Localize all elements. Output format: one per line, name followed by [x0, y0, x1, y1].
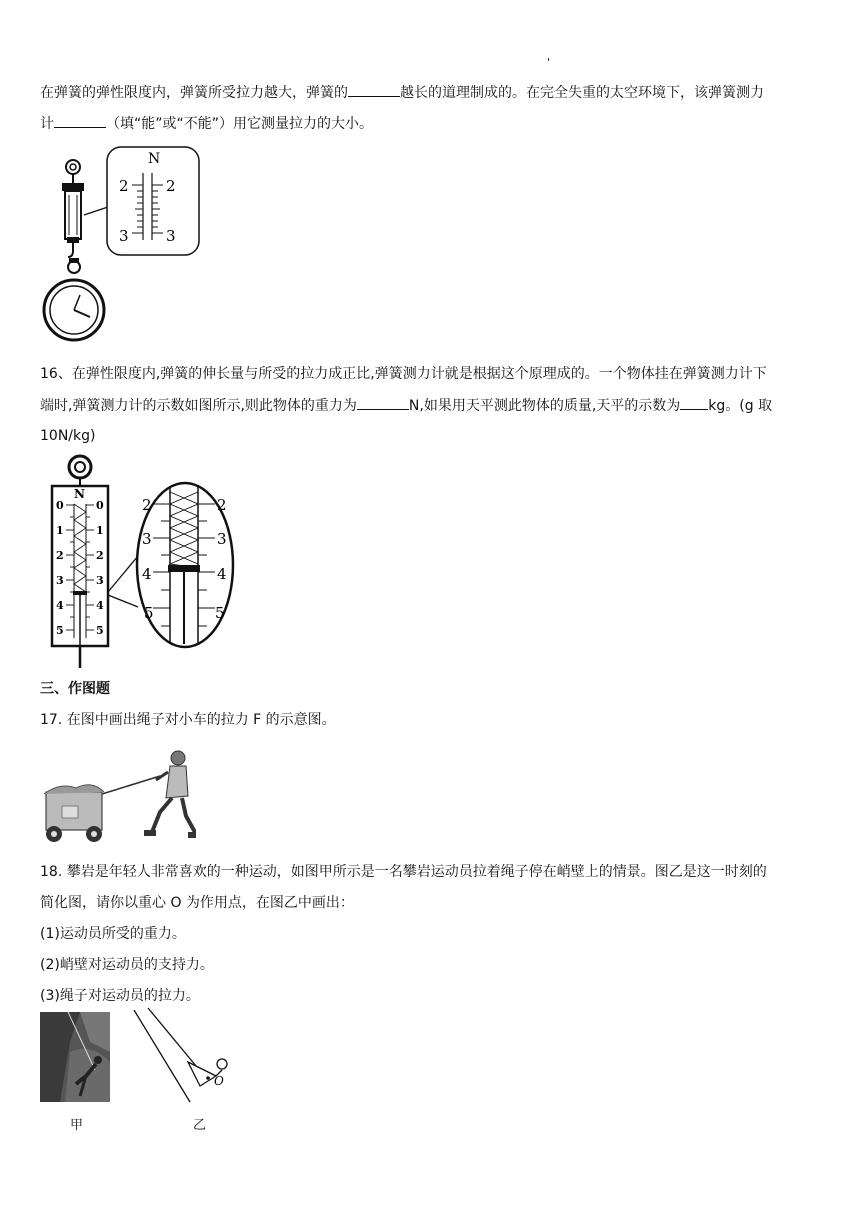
q16-spring-scale-figure — [40, 452, 240, 672]
q17-line — [40, 710, 336, 730]
q16-zoom-left-4: 4 — [142, 565, 152, 583]
q16-blank-mass[interactable] — [680, 395, 708, 410]
q15-text-1b: 越长的道理制成的。在完全失重的太空环境下，该弹簧测力 — [400, 85, 764, 101]
q16-zoom-right-4: 4 — [217, 565, 227, 583]
q16-scale-right-2: 2 — [96, 549, 104, 562]
q15-text-2a: 计 — [40, 116, 54, 132]
q18-item-2 — [40, 955, 214, 975]
q18-line-1 — [40, 862, 767, 882]
q16-scale-right-4: 4 — [96, 599, 104, 612]
q17-cart-figure — [40, 748, 196, 848]
q16-zoom-left-3: 3 — [142, 530, 152, 548]
q16-scale-left-0: 0 — [56, 499, 64, 512]
q16-line-1 — [40, 364, 767, 384]
q15-fig-tick-right-3: 3 — [166, 227, 176, 245]
q18-point-o-label: O — [214, 1074, 224, 1088]
q18-item-1 — [40, 924, 186, 944]
q15-fig-tick-left-3: 3 — [119, 227, 129, 245]
q15-fig-tick-right-2: 2 — [166, 177, 176, 195]
q15-text-1a: 在弹簧的弹性限度内，弹簧所受拉力越大，弹簧的 — [40, 85, 348, 101]
q16-zoom-right-2: 2 — [217, 496, 227, 514]
q16-line-2 — [40, 395, 772, 416]
q15-text-2b: （填“能”或“不能”）用它测量拉力的大小。 — [106, 116, 374, 132]
q18-item-3-text: (3)绳子对运动员的拉力。 — [40, 988, 200, 1004]
q15-spring-scale-figure — [40, 145, 205, 350]
q18-item-3 — [40, 986, 200, 1006]
q15-fig-unit: N — [148, 151, 161, 167]
q18-item-2-text: (2)峭壁对运动员的支持力。 — [40, 957, 214, 973]
q18-text-2: 简化图，请你以重心 O 为作用点，在图乙中画出： — [40, 895, 354, 911]
section-3-heading — [40, 679, 110, 699]
q16-fig-unit: N — [74, 487, 85, 501]
section-3-title: 三、作图题 — [40, 681, 110, 697]
top-mark: ' — [547, 56, 551, 69]
q16-zoom-left-5: 5 — [144, 604, 154, 622]
q16-scale-left-2: 2 — [56, 549, 64, 562]
q16-scale-right-1: 1 — [96, 524, 104, 537]
q16-text-2a: 端时,弹簧测力计的示数如图所示,则此物体的重力为 — [40, 398, 357, 414]
q16-zoom-right-3: 3 — [217, 530, 227, 548]
q16-text-3: 10N/kg) — [40, 428, 96, 444]
q15-line-1 — [40, 82, 764, 103]
q16-scale-right-0: 0 — [96, 499, 104, 512]
q16-text-2b: N,如果用天平测此物体的质量,天平的示数为 — [408, 398, 681, 414]
q18-text-1: 18. 攀岩是年轻人非常喜欢的一种运动，如图甲所示是一名攀岩运动员拉着绳子停在峭壁上的情景。图乙是这一时刻的 — [40, 864, 767, 880]
q18-item-1-text: (1)运动员所受的重力。 — [40, 926, 186, 942]
q16-scale-left-4: 4 — [56, 599, 64, 612]
q15-fig-tick-left-2: 2 — [119, 177, 129, 195]
q16-scale-right-3: 3 — [96, 574, 104, 587]
q17-text: 17. 在图中画出绳子对小车的拉力 F 的示意图。 — [40, 712, 336, 728]
q15-line-2 — [40, 113, 373, 134]
q16-line-3 — [40, 426, 95, 446]
q16-scale-left-1: 1 — [56, 524, 64, 537]
q18-climber-photo — [40, 1012, 110, 1102]
q16-scale-left-3: 3 — [56, 574, 64, 587]
q18-caption-right: 乙 — [193, 1118, 207, 1133]
q18-line-2 — [40, 893, 354, 913]
q16-zoom-left-2: 2 — [142, 496, 152, 514]
q16-zoom-right-5: 5 — [215, 604, 225, 622]
q16-blank-weight[interactable] — [357, 395, 409, 410]
q15-blank-1[interactable] — [348, 82, 400, 97]
q16-scale-left-5: 5 — [56, 624, 64, 637]
q18-simplified-diagram — [128, 1006, 240, 1106]
q16-scale-right-5: 5 — [96, 624, 104, 637]
q16-text-1: 16、在弹性限度内,弹簧的伸长量与所受的拉力成正比,弹簧测力计就是根据这个原理成的。一个物体挂在弹簧测力计下 — [40, 366, 767, 382]
q16-text-2c: kg。(g 取 — [708, 398, 773, 414]
q18-caption-left: 甲 — [70, 1118, 84, 1133]
q15-blank-2[interactable] — [54, 113, 106, 128]
